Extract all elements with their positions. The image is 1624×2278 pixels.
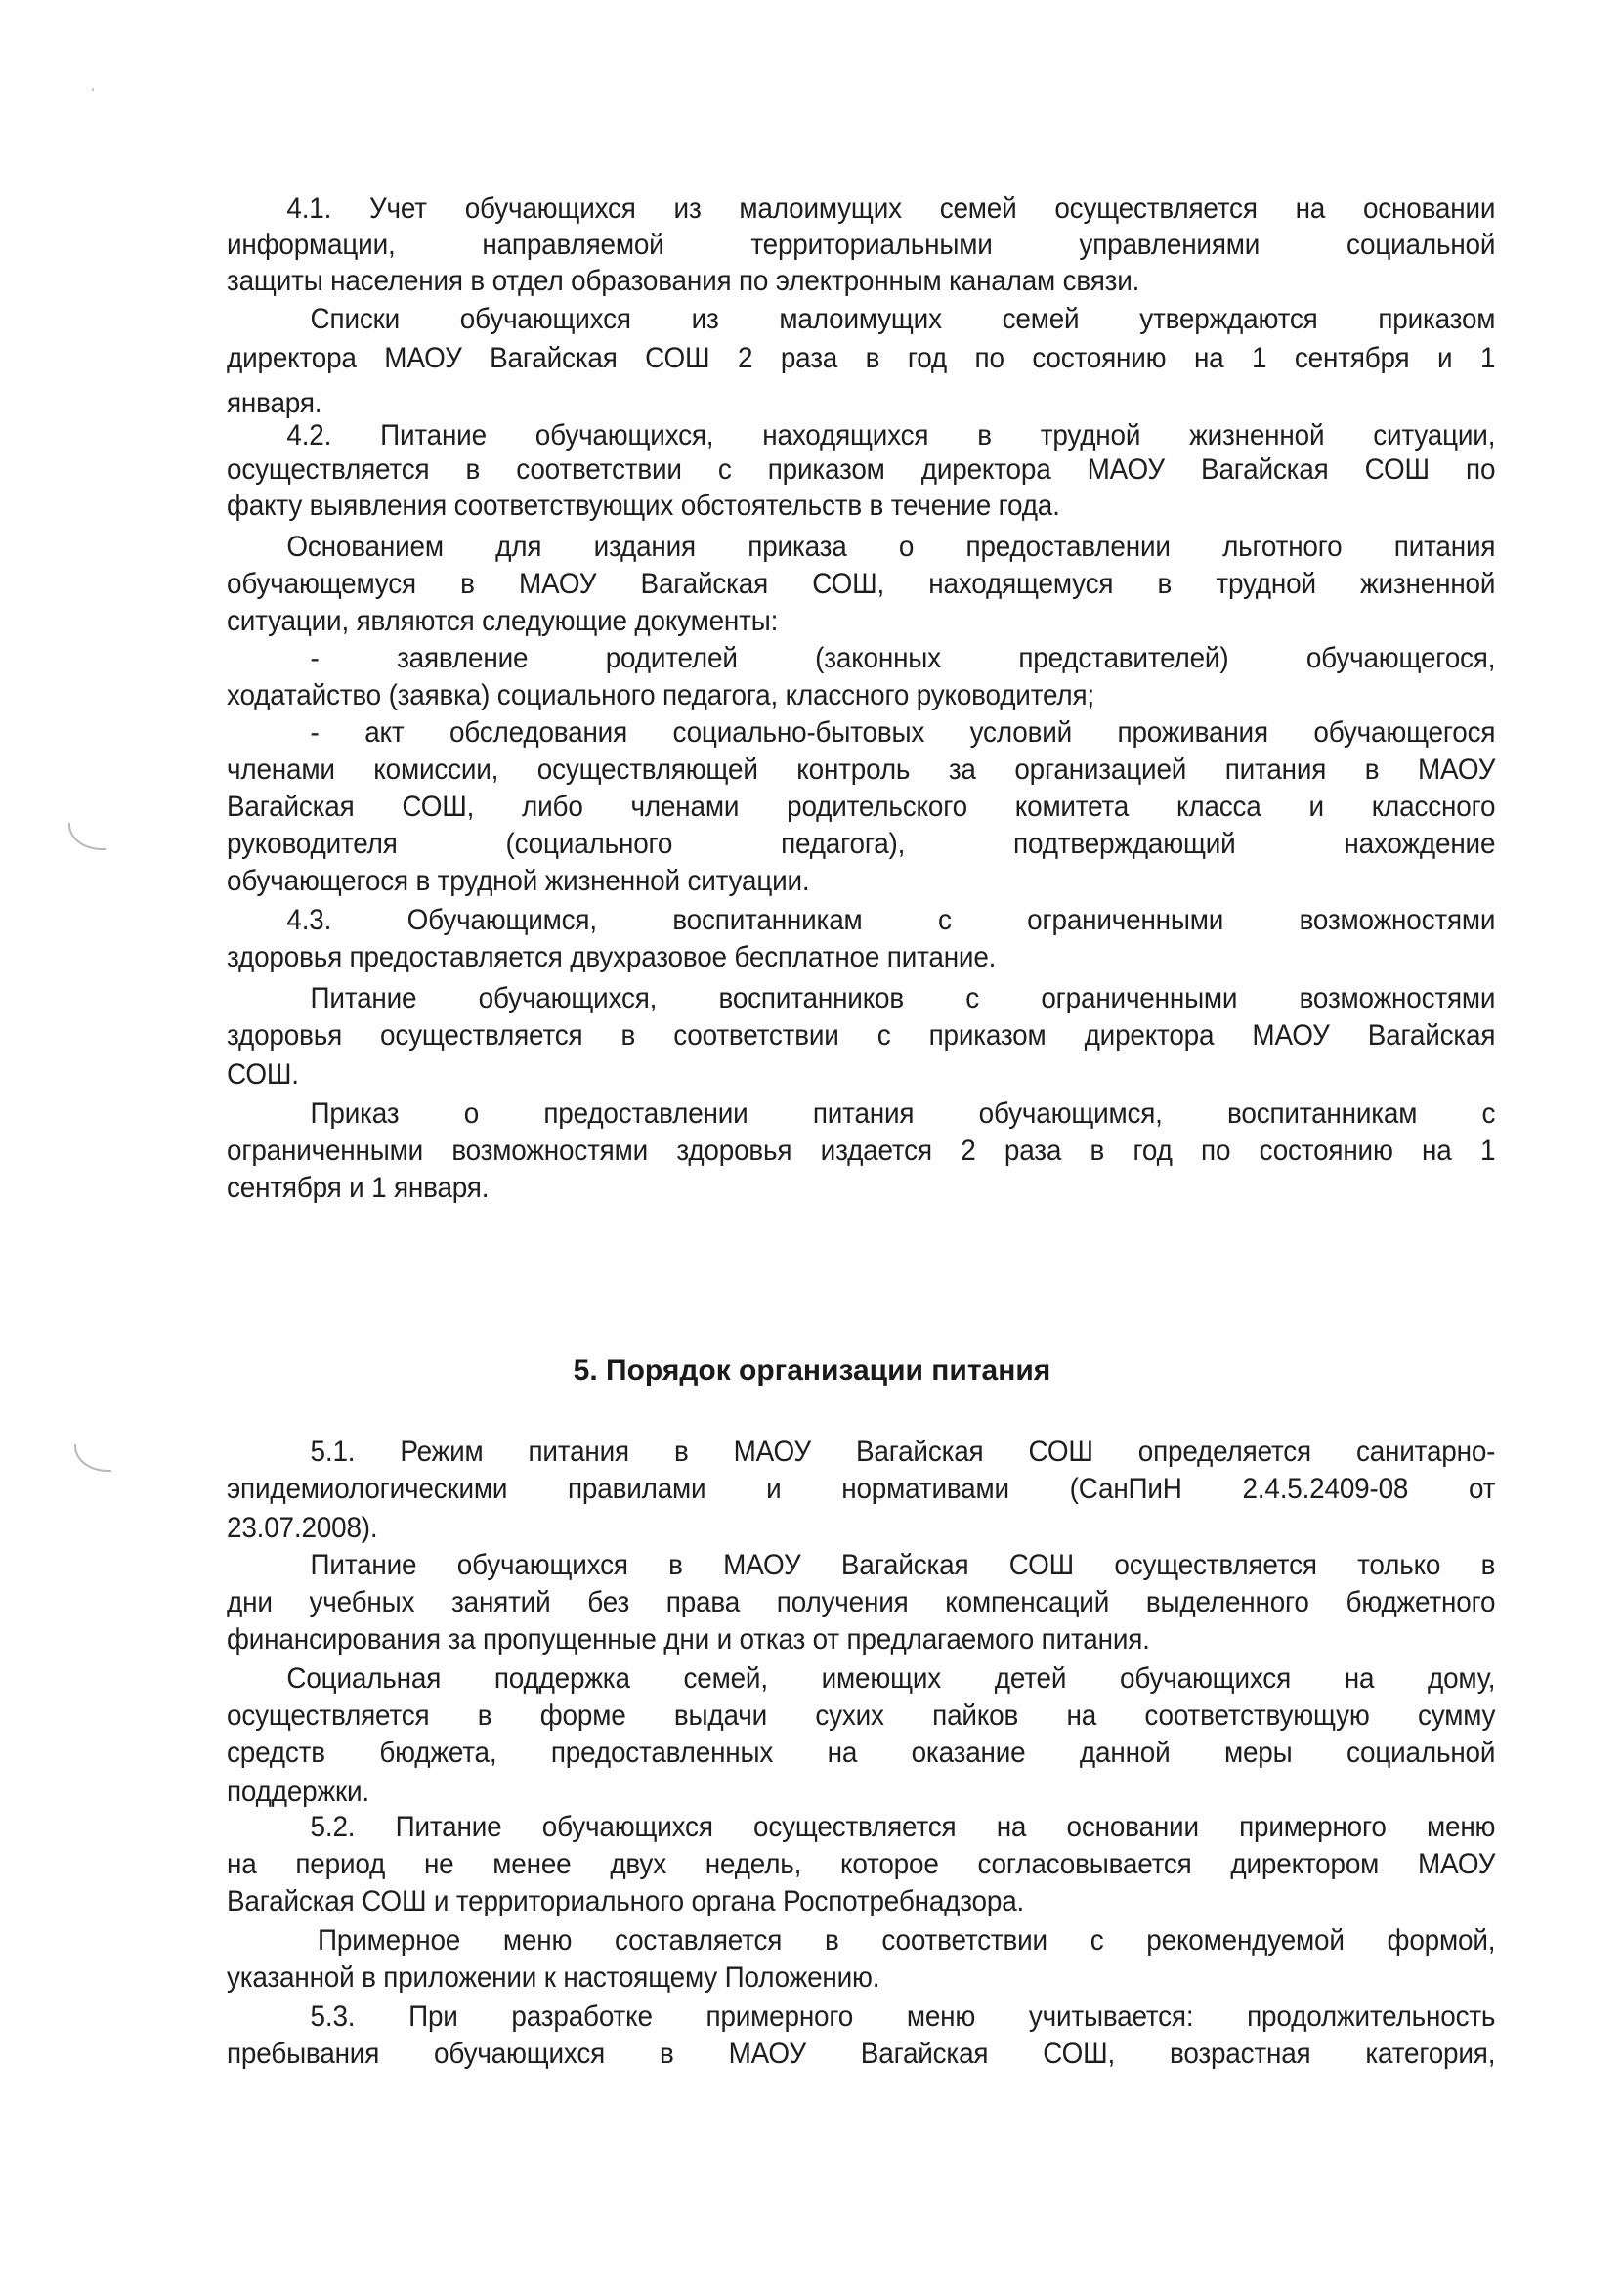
text-line: пребывания обучающихся в МАОУ Вагайская СОШ, возрастная категория, [227,2038,1496,2070]
text-line: финансирования за пропущенные дни и отказ от предлагаемого питания. [227,1623,1150,1655]
text-line: 4.2. Питание обучающихся, находящихся в трудной жизненной ситуации, [286,419,1496,451]
text-line: здоровья предоставляется двухразовое бесплатное питание. [227,941,997,973]
text-line: января. [227,387,322,419]
text-line: Основанием для издания приказа о предоставлении льготного питания [286,531,1496,563]
text-line: Питание обучающихся в МАОУ Вагайская СОШ осуществляется только в [310,1549,1496,1581]
hole-punch-mark [74,1444,111,1472]
text-line: Социальная поддержка семей, имеющих детей обучающихся на дому, [286,1662,1496,1695]
text-line: ситуации, являются следующие документы: [227,605,779,637]
list-item-line: - акт обследования социально-бытовых условий проживания обучающегося [310,716,1496,749]
text-line: Вагайская СОШ и территориального органа Роспотребнадзора. [227,1885,1025,1917]
text-line: сентября и 1 января. [227,1172,490,1204]
text-line: осуществляется в форме выдачи сухих пайков на соответствующую сумму [227,1699,1496,1732]
text-line: факту выявления соответствующих обстоятельств в течение года. [227,490,1060,522]
text-line: обучающемуся в МАОУ Вагайская СОШ, находящемуся в трудной жизненной [227,568,1496,600]
text-line: информации, направляемой территориальными управлениями социальной [227,229,1496,261]
text-line: защиты населения в отдел образования по электронным каналам связи. [227,265,1140,297]
scan-speck [92,88,94,91]
text-line: здоровья осуществляется в соответствии с приказом директора МАОУ Вагайская [227,1019,1496,1052]
text-line: эпидемиологическими правилами и нормативами (СанПиН 2.4.5.2409-08 от [227,1473,1496,1505]
section-heading: 5. Порядок организации питания [573,1354,1051,1387]
text-line: указанной в приложении к настоящему Положению. [227,1961,880,1994]
text-line: 5.2. Питание обучающихся осуществляется на основании примерного меню [310,1811,1496,1843]
text-line: Питание обучающихся, воспитанников с ограниченными возможностями [310,982,1496,1014]
text-line: Примерное меню составляется в соответствии с рекомендуемой формой, [318,1924,1496,1956]
text-line: директора МАОУ Вагайская СОШ 2 раза в год по состоянию на 1 сентября и 1 [227,342,1496,374]
text-line: Вагайская СОШ, либо членами родительского комитета класса и классного [227,791,1496,823]
text-line: членами комиссии, осуществляющей контроль за организацией питания в МАОУ [227,753,1496,786]
text-line: дни учебных занятий без права получения компенсаций выделенного бюджетного [227,1586,1496,1618]
text-line: обучающегося в трудной жизненной ситуации. [227,865,810,897]
list-item-line: - заявление родителей (законных представителей) обучающегося, [310,642,1496,674]
text-line: средств бюджета, предоставленных на оказание данной меры социальной [227,1737,1496,1769]
text-line: 23.07.2008). [227,1512,378,1544]
text-line: Списки обучающихся из малоимущих семей утверждаются приказом [310,303,1496,335]
text-line: ходатайство (заявка) социального педагога, классного руководителя; [227,679,1094,711]
text-line: 4.3. Обучающимся, воспитанникам с ограниченными возможностями [286,904,1496,936]
text-line: СОШ. [227,1058,299,1091]
hole-punch-mark [68,823,106,850]
text-line: поддержки. [227,1776,369,1808]
text-line: Приказ о предоставлении питания обучающимся, воспитанникам с [310,1097,1496,1130]
text-line: осуществляется в соответствии с приказом директора МАОУ Вагайская СОШ по [227,453,1496,486]
text-line: 5.3. При разработке примерного меню учитывается: продолжительность [310,2000,1496,2033]
text-line: руководителя (социального педагога), подтверждающий нахождение [227,828,1496,860]
text-line: на период не менее двух недель, которое согласовывается директором МАОУ [227,1848,1496,1880]
text-line: ограниченными возможностями здоровья издается 2 раза в год по состоянию на 1 [227,1135,1496,1167]
text-line: 5.1. Режим питания в МАОУ Вагайская СОШ определяется санитарно- [310,1436,1496,1468]
text-line: 4.1. Учет обучающихся из малоимущих семей осуществляется на основании [286,193,1496,225]
